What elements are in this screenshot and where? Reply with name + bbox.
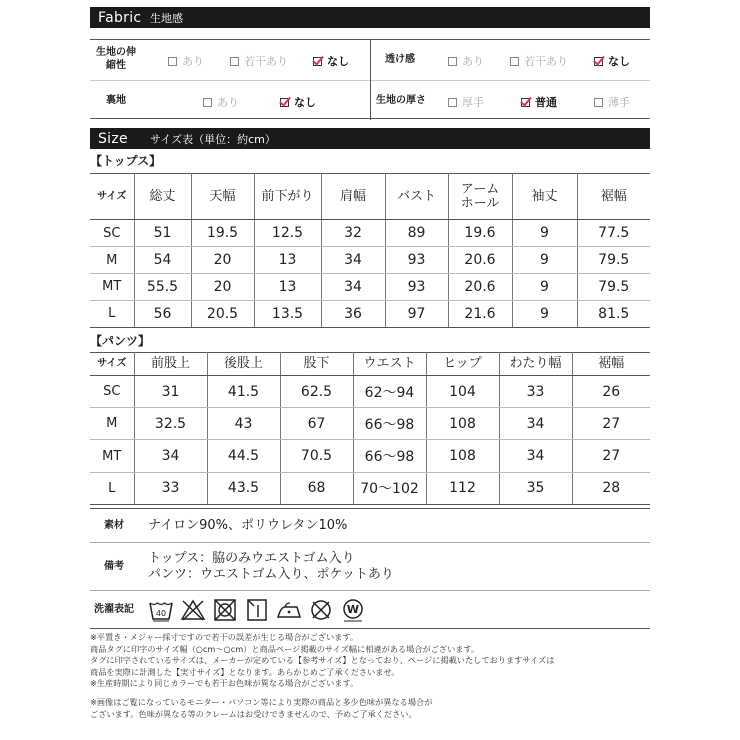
table-header-row [90,353,650,376]
table-cell: 66〜98 [353,408,426,440]
table-cell: 56 [134,300,191,327]
pants-size-table [90,352,650,505]
table-cell: 68 [280,472,353,504]
size-label-cell: L [90,300,134,327]
table-cell: 20 [191,274,254,301]
pants-title: 【パンツ】 [90,334,151,348]
column-header: わたり幅 [499,353,572,376]
table-cell: 28 [572,472,650,504]
checked-checkbox-icon [594,57,603,66]
thickness-option-normal: 普通 [521,94,557,110]
table-cell: 20.6 [448,247,512,274]
lining-option-no: なし [280,94,316,110]
table-cell: 34 [499,408,572,440]
table-row [90,376,650,408]
table-cell: 79.5 [577,247,650,274]
care-icons [138,598,366,622]
checked-checkbox-icon [521,98,530,107]
table-cell: 31 [134,376,207,408]
table-row [90,472,650,504]
stretch-option-no: なし [313,53,349,69]
note-line: ※画像はご覧になっているモニター・パソコン等により実際の商品と多少色味が異なる場合が [90,696,433,707]
remarks-line-2: パンツ：ウエストゴム入り、ポケットあり [148,566,394,582]
fabric-header-en: Fabric [98,9,142,26]
table-cell: 34 [134,440,207,472]
table-cell: 32.5 [134,408,207,440]
no-tumble-dry-icon [212,598,238,622]
table-cell: 93 [385,274,448,301]
table-cell: 43.5 [207,472,280,504]
svg-text:40: 40 [155,608,167,618]
wet-clean-icon [340,598,366,622]
table-cell: 19.5 [191,220,254,247]
care-label: 洗濯表記 [94,604,134,615]
table-cell: 104 [426,376,499,408]
size-header [90,128,650,149]
wash-40-icon [148,598,174,622]
sheer-label: 透け感 [385,54,415,65]
size-label-cell: MT [90,440,134,472]
table-row [90,408,650,440]
table-cell: 97 [385,300,448,327]
table-cell: 41.5 [207,376,280,408]
table-cell: 9 [512,300,577,327]
column-header: 裾幅 [577,174,650,220]
column-header: 袖丈 [512,174,577,220]
table-cell: 89 [385,220,448,247]
size-label-cell: MT [90,274,134,301]
table-cell: 33 [499,376,572,408]
table-cell: 27 [572,440,650,472]
table-cell: 108 [426,440,499,472]
low-iron-icon [276,598,302,622]
checkbox-icon [448,98,457,107]
remarks-line-1: トップス：脇のみウエストゴム入り [148,550,355,566]
fabric-grid [90,39,650,119]
table-row [90,274,650,301]
table-cell: 66〜98 [353,440,426,472]
note-line: 商品を実際に計測した【実寸サイズ】となります。あらかじめご了承くださいませ。 [90,666,400,677]
table-cell: 13 [254,247,321,274]
table-cell: 19.6 [448,220,512,247]
note-line: ございます。色味が異なる等のクレームはお受けできませんので、予めご了承ください。 [90,708,417,719]
column-header: バスト [385,174,448,220]
column-header: ウエスト [353,353,426,376]
thickness-label: 生地の厚さ [376,95,426,106]
table-cell: 9 [512,220,577,247]
table-cell: 44.5 [207,440,280,472]
size-label-cell: SC [90,220,134,247]
table-row [90,247,650,274]
fabric-divider [370,40,371,120]
svg-text:W: W [346,602,360,616]
table-cell: 77.5 [577,220,650,247]
lining-label: 裏地 [106,95,126,106]
checkbox-icon [203,98,212,107]
size-header-en: Size [98,130,128,147]
table-cell: 34 [321,274,385,301]
table-cell: 79.5 [577,274,650,301]
checkbox-icon [448,57,457,66]
sheer-option-yes: あり [448,53,484,69]
table-cell: 12.5 [254,220,321,247]
column-header: 肩幅 [321,174,385,220]
column-header: 股下 [280,353,353,376]
fabric-header-jp: 生地感 [150,11,183,25]
size-label-cell: SC [90,376,134,408]
table-cell: 34 [499,440,572,472]
checkbox-icon [594,98,603,107]
table-cell: 33 [134,472,207,504]
table-row [90,440,650,472]
table-cell: 55.5 [134,274,191,301]
table-cell: 51 [134,220,191,247]
table-cell: 26 [572,376,650,408]
notes [90,632,650,720]
table-row [90,300,650,327]
column-header: 前股上 [134,353,207,376]
table-cell: 108 [426,408,499,440]
column-header: 後股上 [207,353,280,376]
column-header: サイズ [90,174,134,220]
table-header-row [90,174,650,220]
note-line: ※生産時期により同じカラーでも若干お色味が異なる場合がございます。 [90,678,359,689]
lining-option-yes: あり [203,94,239,110]
column-header: 総丈 [134,174,191,220]
checked-checkbox-icon [313,57,322,66]
care-row [90,591,650,629]
stretch-label: 生地の伸縮性 [96,47,136,71]
checkbox-icon [168,57,177,66]
remarks-row [90,543,650,591]
column-header: アームホール [448,174,512,220]
remarks-value [138,551,394,583]
column-header: ヒップ [426,353,499,376]
thickness-option-thin: 薄手 [594,94,630,110]
table-cell: 20.5 [191,300,254,327]
table-cell: 35 [499,472,572,504]
column-header: 天幅 [191,174,254,220]
no-bleach-icon [180,598,206,622]
note-line: ※平置き・メジャー採寸ですので若干の誤差が生じる場合がございます。 [90,632,359,642]
size-label-cell: M [90,247,134,274]
stretch-option-slight: 若干あり [230,53,288,69]
table-cell: 13.5 [254,300,321,327]
table-cell: 93 [385,247,448,274]
no-dry-clean-icon [308,598,334,622]
material-label: 素材 [104,520,124,531]
table-row [90,220,650,247]
table-cell: 70.5 [280,440,353,472]
line-dry-shade-icon [244,598,270,622]
column-header: 裾幅 [572,353,650,376]
remarks-label: 備考 [104,561,124,572]
table-cell: 20 [191,247,254,274]
column-header: 前下がり [254,174,321,220]
table-cell: 67 [280,408,353,440]
size-label-cell: L [90,472,134,504]
product-info [90,508,650,629]
stretch-option-yes: あり [168,53,204,69]
table-cell: 21.6 [448,300,512,327]
table-cell: 34 [321,247,385,274]
material-row [90,509,650,543]
table-cell: 36 [321,300,385,327]
table-cell: 54 [134,247,191,274]
table-cell: 13 [254,274,321,301]
size-header-jp: サイズ表（単位：約cm） [150,132,276,146]
table-cell: 43 [207,408,280,440]
table-cell: 20.6 [448,274,512,301]
note-line: 商品タグに印字のサイズ幅（○cm〜○cm）と商品ページ掲載のサイズ幅に相違がある場合がございます。 [90,643,480,654]
fabric-header [90,7,650,28]
checked-checkbox-icon [280,98,289,107]
material-value: ナイロン90%、ポリウレタン10% [148,517,348,533]
sheer-option-no: なし [594,53,630,69]
table-cell: 27 [572,408,650,440]
table-cell: 32 [321,220,385,247]
table-cell: 9 [512,274,577,301]
table-cell: 112 [426,472,499,504]
checkbox-icon [510,57,519,66]
table-cell: 62.5 [280,376,353,408]
table-cell: 70〜102 [353,472,426,504]
column-header: サイズ [90,353,134,376]
tops-title: 【トップス】 [90,154,162,168]
table-cell: 81.5 [577,300,650,327]
table-cell: 9 [512,247,577,274]
thickness-option-thick: 厚手 [448,94,484,110]
sheer-option-slight: 若干あり [510,53,568,69]
size-label-cell: M [90,408,134,440]
table-cell: 62〜94 [353,376,426,408]
checkbox-icon [230,57,239,66]
note-line: タグに印字されているサイズは、メーカーが定めている【参考サイズ】となっており、ページに掲載いたしておりますサイズは [90,655,555,666]
tops-size-table [90,173,650,328]
